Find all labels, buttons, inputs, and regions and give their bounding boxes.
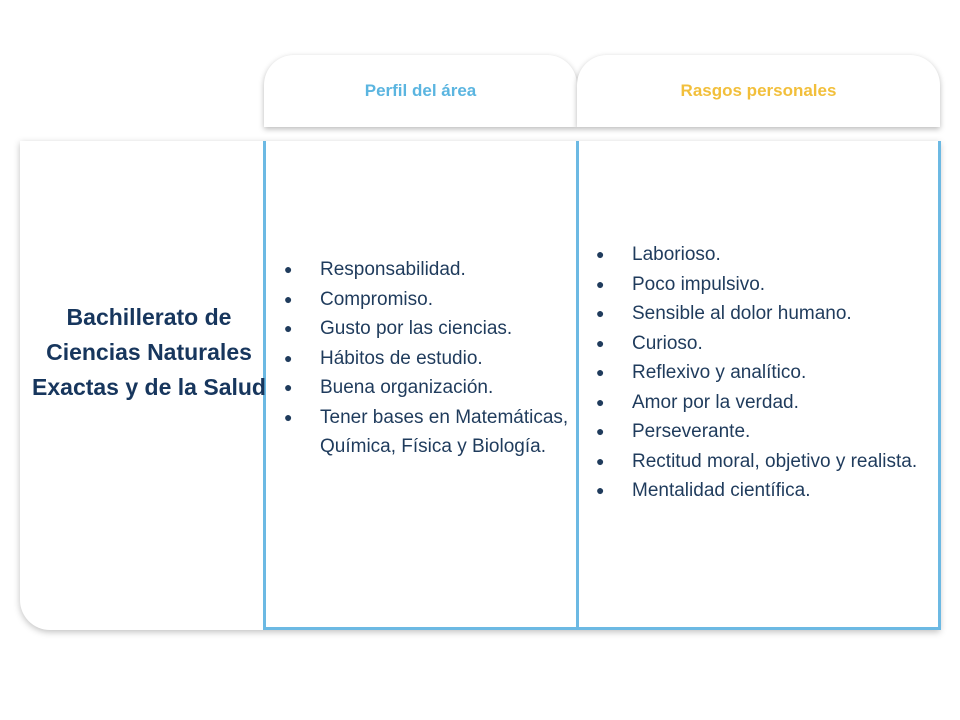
- list-item-text: Curioso.: [632, 332, 703, 354]
- list-item: [596, 299, 936, 329]
- rasgos-list: [596, 240, 936, 506]
- bullet-icon: ●: [284, 261, 293, 277]
- list-item: [284, 255, 574, 285]
- list-item-text: Sensible al dolor humano.: [632, 303, 852, 324]
- list-item: [284, 373, 574, 403]
- bullet-icon: ●: [284, 290, 293, 307]
- list-item: [284, 314, 574, 344]
- list-item: [596, 476, 936, 506]
- header-perfil-label: Perfil del área: [364, 81, 477, 100]
- area-title: Bachillerato de Ciencias Naturales Exactas y de la Salud: [32, 304, 266, 400]
- list-item: [596, 329, 936, 359]
- list-item: [596, 270, 936, 300]
- header-perfil-del-area: [264, 55, 577, 127]
- list-item-text: Perseverante.: [632, 421, 751, 442]
- list-item: [284, 403, 574, 462]
- list-item-text: Reflexivo y analítico.: [632, 362, 807, 383]
- header-rasgos-personales: [577, 55, 940, 127]
- bullet-icon: ●: [596, 393, 605, 410]
- bullet-icon: ●: [596, 364, 605, 380]
- bullet-icon: ●: [284, 349, 293, 366]
- perfil-list: [284, 255, 574, 462]
- list-item-text: Hábitos de estudio.: [320, 347, 483, 369]
- bullet-icon: ●: [596, 305, 605, 321]
- list-item-text: Responsabilidad.: [320, 259, 466, 280]
- list-item-text: Poco impulsivo.: [632, 273, 766, 295]
- list-item: [596, 417, 936, 447]
- list-item-text: Amor por la verdad.: [632, 391, 799, 413]
- list-item-text: Gusto por las ciencias.: [320, 318, 513, 339]
- bullet-icon: ●: [284, 379, 293, 395]
- bullet-icon: ●: [284, 408, 293, 425]
- bullet-icon: ●: [284, 320, 293, 336]
- list-item-text: Laborioso.: [632, 244, 721, 265]
- list-item: [596, 240, 936, 270]
- list-item-text: Mentalidad científica.: [632, 480, 811, 501]
- list-item-text: Compromiso.: [320, 288, 433, 310]
- bullet-icon: ●: [596, 423, 605, 439]
- list-item: [284, 285, 574, 315]
- list-item-text: Buena organización.: [320, 377, 494, 398]
- bullet-icon: ●: [596, 275, 605, 292]
- bullet-icon: ●: [596, 452, 605, 469]
- list-item: [596, 358, 936, 388]
- list-item: [596, 388, 936, 418]
- bullet-icon: ●: [596, 482, 605, 498]
- list-item: [596, 447, 936, 477]
- list-item-text: Rectitud moral, objetivo y realista.: [632, 450, 918, 472]
- header-rasgos-label: Rasgos personales: [680, 81, 837, 100]
- bullet-icon: ●: [596, 246, 605, 262]
- bullet-icon: ●: [596, 334, 605, 351]
- list-item-text: Tener bases en Matemáticas, Química, Física y Biología.: [320, 406, 569, 457]
- list-item: [284, 344, 574, 374]
